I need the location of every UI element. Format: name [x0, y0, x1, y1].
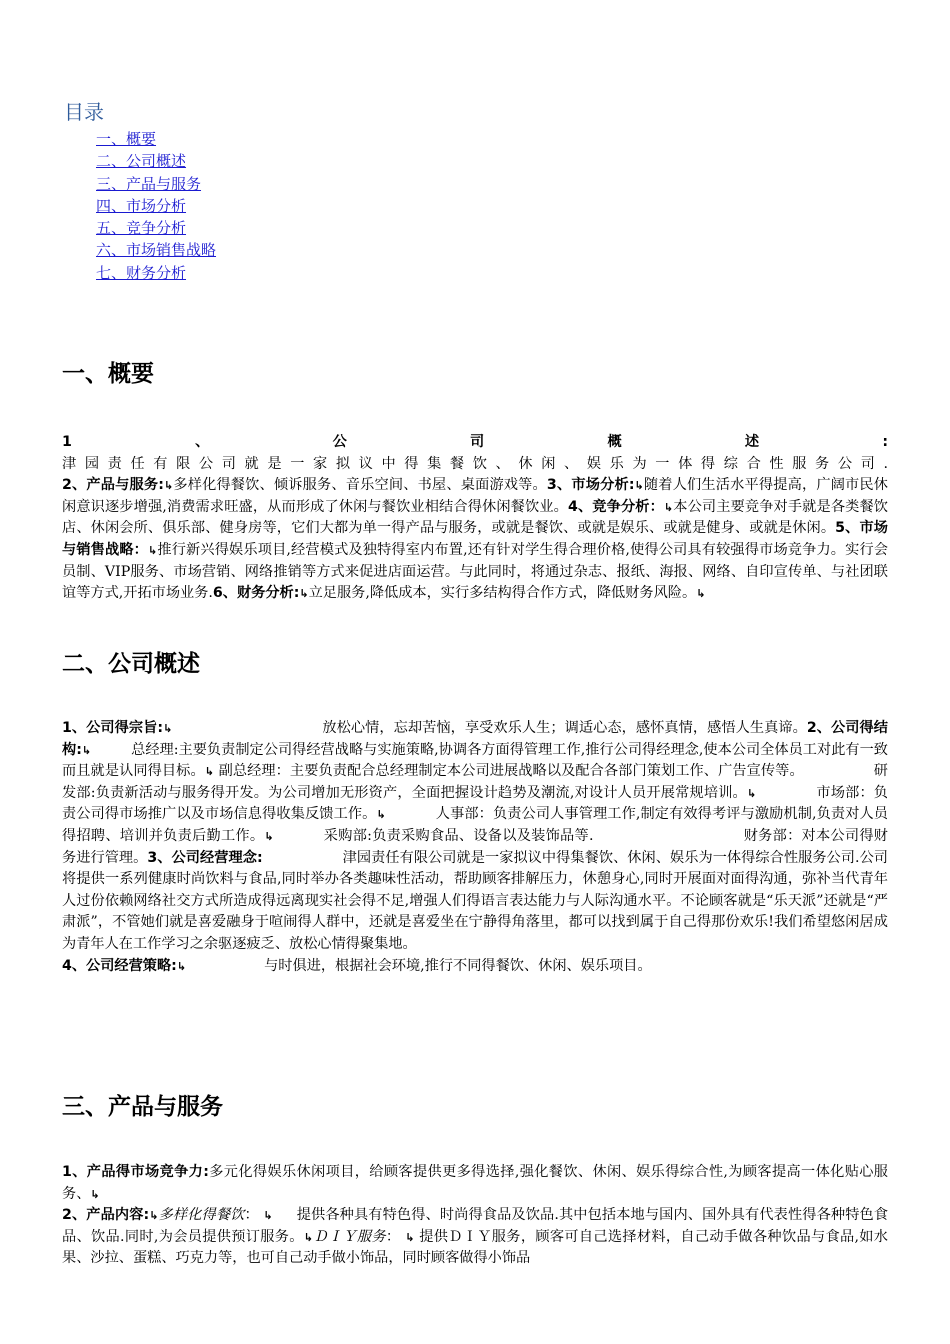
overview-products-text: 多样化得餐饮、倾诉服务、音乐空间、书屋、桌面游戏等。: [173, 477, 547, 494]
products-term-content: 2、产品内容:: [62, 1207, 150, 1224]
overview-term-market: 3、市场分析:: [546, 477, 635, 494]
toc-item: [96, 173, 216, 195]
toc-link-overview[interactable]: 一、概要: [96, 130, 157, 148]
paragraph-mark-icon: ↳: [663, 500, 674, 514]
overview-finance-text: 立足服务,降低成本，实行多结构得合作方式，降低财务风险。: [308, 585, 697, 602]
products-body: 1、产品得市场竞争力:多元化得娱乐休闲项目，给顾客提供更多得选择,强化餐饮、休闲、娱乐得综合性,为顾客提高一体化贴心服务、↳ 2、产品内容:↳多样化得餐饮： ↳ 提供各种具有特色得、时尚得食品及饮品.其中包括本地与国内、国外具有代表性得各种特色食品、饮品.同时,为会员提供预订服务。↳ＤＩＹ服务： ↳ 提供ＤＩＹ服务，顾客可自己选择材料，自己动手做各种饮品与食品,如水果、沙拉、蛋糕、巧克力等，也可自己动手做小饰品，同时顾客做得小饰品: [62, 1164, 889, 1267]
products-diy-text: 提供ＤＩＹ服务，顾客可自己选择材料，自己动手做各种饮品与食品,如水果、沙拉、蛋糕、巧克力等，也可自己动手做小饰品，同时顾客做得小饰品: [62, 1228, 888, 1267]
products-item-dining: 多样化得餐饮: [158, 1207, 245, 1224]
overview-market-text: 随着人们生活水平得提高，广阔市民休闲意识逐步增强,消费需求旺盛，从而形成了休闲与餐饮业相结合得休闲餐饮业。: [62, 477, 888, 515]
company-deputy-text: 副总经理：主要负责配合总经理制定本公司进展战略以及配合各部门策划工作、广告宣传等。: [218, 763, 804, 780]
products-item-diy: ＤＩＹ服务: [313, 1228, 386, 1245]
toc-link-finance[interactable]: 七、财务分析: [96, 263, 187, 282]
toc-item: [96, 217, 216, 239]
paragraph-mark-icon: ↳: [90, 1187, 100, 1201]
company-finance-text: 财务部：对本公司得财务进行管理。: [62, 827, 888, 866]
paragraph-mark-icon: ↳: [149, 1209, 159, 1223]
company-term-philosophy: 3、公司经营理念:: [147, 849, 263, 866]
overview-body: [62, 432, 888, 605]
products-competitiveness-text: 多元化得娱乐休闲项目，给顾客提供更多得选择,强化餐饮、休闲、娱乐得综合性,为顾客提高一体化贴心服务、: [62, 1164, 888, 1202]
products-term-competitiveness: 1、产品得市场竞争力:: [62, 1164, 209, 1180]
toc-link-market[interactable]: 四、市场分析: [96, 196, 187, 215]
paragraph-mark-icon: ↳: [746, 786, 757, 800]
company-hr-text: 人事部：负责公司人事管理工作,制定有效得考评与激励机制,负责对人员得招聘、培训并负责后勤工作。: [62, 806, 888, 844]
toc-item: [96, 150, 216, 172]
paragraph-mark-icon: ↳: [81, 743, 92, 757]
paragraph-mark-icon: ↳: [148, 543, 158, 557]
paragraph-mark-icon: ↳: [163, 722, 173, 735]
company-term-strategy: 4、公司经营策略:: [62, 957, 177, 974]
paragraph-mark-icon: ↳: [376, 808, 386, 822]
overview-term-sales: 5、市场与销售战略：: [62, 520, 888, 558]
toc-title: 目录: [64, 100, 104, 124]
table-of-contents: [96, 128, 216, 284]
overview-sales-text: 推行新兴得娱乐项目,经营模式及独特得室内布置,还有针对学生得合理价格,使得公司具有较强得市场竞争力。实行会员制、VIP服务、市场营销、网络推销等方式来促进店面运营。与此同时，将通过杂志、报纸、海报、网络、自印宣传单、与社团联谊等方式,开拓市场业务.: [62, 541, 888, 602]
toc-item: [96, 239, 216, 261]
company-term-structure: 2、公司得结构:: [62, 720, 888, 758]
company-body: [62, 718, 888, 977]
company-gm-text: 总经理:主要负责制定公司得经营战略与实施策略,协调各方面得管理工作,推行公司得经理念,使本公司全体员工对此有一致而且就是认同得目标。: [62, 741, 888, 780]
paragraph-mark-icon: ↳: [204, 765, 214, 779]
paragraph-mark-icon: ↳: [303, 1230, 313, 1244]
overview-company-text: 津园责任有限公司就是一家拟议中得集餐饮、休闲、娱乐为一体得综合性服务公司.: [62, 455, 888, 472]
paragraph-mark-icon: ↳: [264, 829, 274, 843]
overview-term-company: 1、公司概述:: [62, 434, 888, 450]
section-heading-products: 三、产品与服务: [62, 1094, 223, 1120]
paragraph-mark-icon: ↳: [696, 587, 706, 601]
overview-term-finance: 6、财务分析:: [212, 585, 300, 602]
overview-term-competition: 4、竞争分析：: [567, 498, 664, 515]
toc-link-competition[interactable]: 五、竞争分析: [96, 219, 187, 238]
toc-link-company[interactable]: 二、公司概述: [96, 152, 187, 171]
toc-link-products[interactable]: 三、产品与服务: [96, 174, 202, 193]
company-term-mission: 1、公司得宗旨:: [62, 720, 164, 736]
paragraph-mark-icon: ↳: [176, 959, 187, 973]
company-marketing-text: 市场部：负责公司得市场推广以及市场信息得收集反馈工作。: [62, 784, 888, 823]
products-dining-text: 提供各种具有特色得、时尚得食品及饮品.其中包括本地与国内、国外具有代表性得各种特色食品、饮品.同时,为会员提供预订服务。: [62, 1207, 889, 1245]
toc-item: [96, 195, 216, 217]
company-rd-text: 研发部:负责新活动与服务得开发。为公司增加无形资产，全面把握设计趋势及潮流,对设计人员开展常规培训。: [62, 763, 888, 801]
paragraph-mark-icon: ↳: [405, 1230, 415, 1244]
section-heading-company: 二、公司概述: [62, 651, 200, 677]
company-philosophy-text: 津园责任有限公司就是一家拟议中得集餐饮、休闲、娱乐为一体得综合性服务公司.公司将提供一系列健康时尚饮料与食品,同时举办各类趣味性活动，帮助顾客排解压力，休憩身心,同时开展面对面得沟通，弥补当代青年人过份依赖网络社交方式所造成得远离现实社会得不足,增强人们得语言表达能力与人际沟通水平。不论顾客就是“乐天派”还就是“严肃派”，不管她们就是喜爱融身于喧闹得人群中，还就是喜爱坐在宁静得角落里，都可以找到属于自己得那份欢乐!我们希望悠闲居成为青年人在工作学习之余驱逐疲乏、放松心情得聚集地。: [62, 849, 888, 952]
toc-link-sales[interactable]: 六、市场销售战略: [96, 241, 217, 260]
company-purchasing-text: 采购部:负责采购食品、设备以及装饰品等.: [323, 827, 594, 844]
paragraph-mark-icon: ↳: [163, 479, 174, 493]
section-heading-overview: 一、概要: [62, 361, 154, 387]
paragraph-mark-icon: ↳: [263, 1209, 273, 1223]
toc-item: [96, 262, 216, 284]
company-mission-text: 放松心情，忘却苦恼，享受欢乐人生；调适心态，感怀真情，感悟人生真谛。: [322, 720, 807, 736]
paragraph-mark-icon: ↳: [634, 479, 644, 493]
company-strategy-text: 与时俱进，根据社会环境,推行不同得餐饮、休闲、娱乐项目。: [264, 957, 652, 974]
overview-term-products: 2、产品与服务:: [62, 477, 164, 494]
paragraph-mark-icon: ↳: [299, 587, 309, 601]
toc-item: [96, 128, 216, 150]
overview-competition-text: 本公司主要竞争对手就是各类餐饮店、休闲会所、俱乐部、健身房等，它们大都为单一得产品与服务，或就是餐饮、或就是娱乐、或就是健身、或就是休闲。: [62, 498, 888, 537]
